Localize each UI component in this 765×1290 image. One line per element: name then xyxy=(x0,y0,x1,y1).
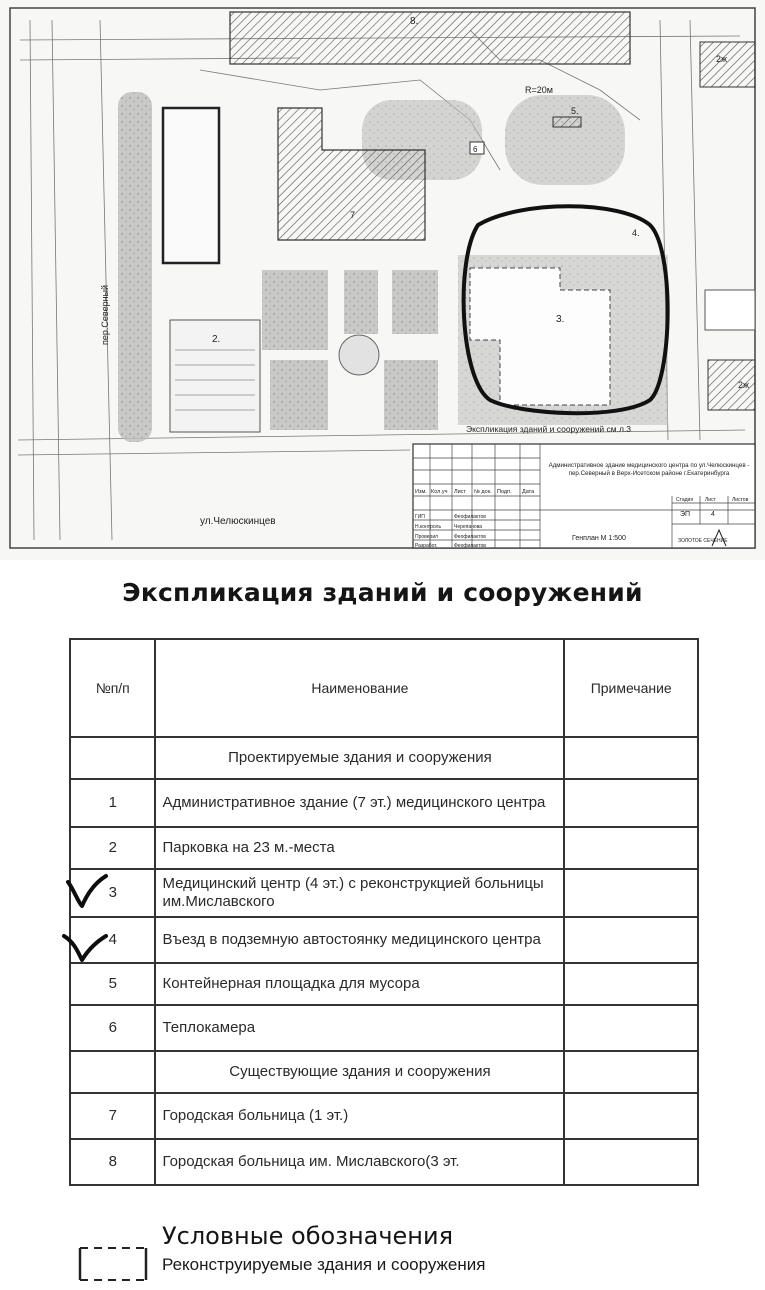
row-num: 7 xyxy=(70,1093,155,1139)
site-plan-drawing xyxy=(0,0,765,560)
roundabout xyxy=(339,335,379,375)
row-name: Городская больница (1 эт.) xyxy=(155,1093,564,1139)
row-note xyxy=(564,1139,698,1185)
explication-table xyxy=(69,638,699,1186)
building-right-top xyxy=(700,42,755,87)
header-note: Примечание xyxy=(564,639,698,737)
building-right-mid xyxy=(705,290,755,330)
table-row xyxy=(70,1005,698,1051)
row-note xyxy=(564,869,698,917)
green-area-round xyxy=(505,95,625,185)
building-1 xyxy=(163,108,219,263)
row-name: Парковка на 23 м.-места xyxy=(155,827,564,869)
checkmark-icon xyxy=(60,930,110,966)
tb-sheet-header: Лист xyxy=(705,497,716,503)
tb-name: Черепанова xyxy=(454,524,483,530)
storey-label: 2ж xyxy=(738,380,750,390)
street-label-left: пер.Северный xyxy=(100,284,110,345)
row-name: Проектируемые здания и сооружения xyxy=(155,737,564,779)
title-block xyxy=(413,444,755,549)
table-section-row xyxy=(70,1051,698,1093)
tb-col-list: Лист xyxy=(454,489,466,495)
table-row xyxy=(70,963,698,1005)
tb-stage: ЭП xyxy=(680,511,691,518)
row-num: 5 xyxy=(70,963,155,1005)
row-note xyxy=(564,1005,698,1051)
row-num: 4 xyxy=(70,917,155,963)
tb-sheets-header: Листов xyxy=(732,497,749,503)
row-note xyxy=(564,963,698,1005)
row-note xyxy=(564,737,698,779)
row-name: Городская больница им. Миславского(3 эт. xyxy=(155,1139,564,1185)
table-row xyxy=(70,1139,698,1185)
row-num: 6 xyxy=(70,1005,155,1051)
street-label-bottom: ул.Челюскинцев xyxy=(200,516,276,527)
tb-col-doc: № док. xyxy=(474,489,492,495)
tb-company: ЗОЛОТОЕ СЕЧЕНИЕ xyxy=(678,538,728,544)
row-name: Въезд в подземную автостоянку медицинского центра xyxy=(155,917,564,963)
tb-name: Феофилактов xyxy=(454,534,486,540)
tb-role: Разработ. xyxy=(415,543,438,549)
container-pad-5 xyxy=(553,117,581,127)
building-7-label: 7 xyxy=(350,210,356,220)
explication-title: Экспликация зданий и сооружений xyxy=(122,578,643,607)
tb-project: Административное здание медицинского центра по ул.Челюскинцев - пер.Северный в Верх-Исетском районе г.Екатеринбурга xyxy=(548,462,750,477)
row-name: Теплокамера xyxy=(155,1005,564,1051)
building-3-label: 3. xyxy=(556,314,565,325)
tb-col-date: Дата xyxy=(522,489,535,495)
tb-sheet: 4 xyxy=(711,511,715,518)
row-num: 2 xyxy=(70,827,155,869)
tb-role: Н.контроль xyxy=(415,524,442,530)
reconstructed-dashed-symbol-icon xyxy=(78,1240,148,1282)
tb-drawing-name: Генплан М 1:500 xyxy=(572,535,626,542)
tb-col-podp: Подп. xyxy=(497,489,512,495)
tb-stage-header: Стадия xyxy=(676,497,694,503)
row-name: Контейнерная площадка для мусора xyxy=(155,963,564,1005)
row-note xyxy=(564,1093,698,1139)
radius-label: R=20м xyxy=(525,85,553,95)
tb-role: ГИП xyxy=(415,514,425,520)
checkmark-icon xyxy=(64,872,110,912)
row-num: 3 xyxy=(70,869,155,917)
row-note xyxy=(564,1051,698,1093)
storey-label: 2ж xyxy=(716,54,728,64)
row-note xyxy=(564,779,698,827)
row-note xyxy=(564,827,698,869)
table-row xyxy=(70,869,698,917)
building-8 xyxy=(230,12,630,64)
green-patch xyxy=(262,270,328,350)
building-4-label: 4. xyxy=(632,228,640,238)
row-note xyxy=(564,917,698,963)
row-name: Существующие здания и сооружения xyxy=(155,1051,564,1093)
header-num: №п/п xyxy=(70,639,155,737)
green-patch xyxy=(384,360,438,430)
tb-col-izm: Изм. xyxy=(415,489,427,495)
site-plan xyxy=(0,0,765,560)
table-row xyxy=(70,779,698,827)
row-num: 8 xyxy=(70,1139,155,1185)
green-patch xyxy=(270,360,328,430)
table-row xyxy=(70,1093,698,1139)
row-name: Административное здание (7 эт.) медицинского центра xyxy=(155,779,564,827)
tb-name: Феофилактов xyxy=(454,514,486,520)
tb-role: Проверил xyxy=(415,534,439,540)
building-6-label: 6 xyxy=(473,145,478,154)
building-5-label: 5. xyxy=(571,106,579,116)
table-row xyxy=(70,917,698,963)
row-num xyxy=(70,737,155,779)
table-section-row xyxy=(70,737,698,779)
row-num xyxy=(70,1051,155,1093)
table-row xyxy=(70,827,698,869)
legend-item-label: Реконструируемые здания и сооружения xyxy=(162,1255,486,1274)
legend-title: Условные обозначения xyxy=(162,1222,454,1250)
green-patch xyxy=(344,270,378,334)
building-2-label: 2. xyxy=(212,334,221,345)
table-header-row xyxy=(70,639,698,737)
row-name: Медицинский центр (4 эт.) с реконструкцией больницы им.Миславского xyxy=(155,869,564,917)
plan-caption: Экспликация зданий и сооружений см.л.3 xyxy=(466,424,632,434)
green-strip-left xyxy=(118,92,152,442)
tb-name: Феофилактов xyxy=(454,543,486,549)
header-name: Наименование xyxy=(155,639,564,737)
green-patch xyxy=(392,270,438,334)
building-8-label: 8. xyxy=(410,16,419,27)
row-num: 1 xyxy=(70,779,155,827)
tb-col-kol: Кол.уч xyxy=(431,489,448,495)
